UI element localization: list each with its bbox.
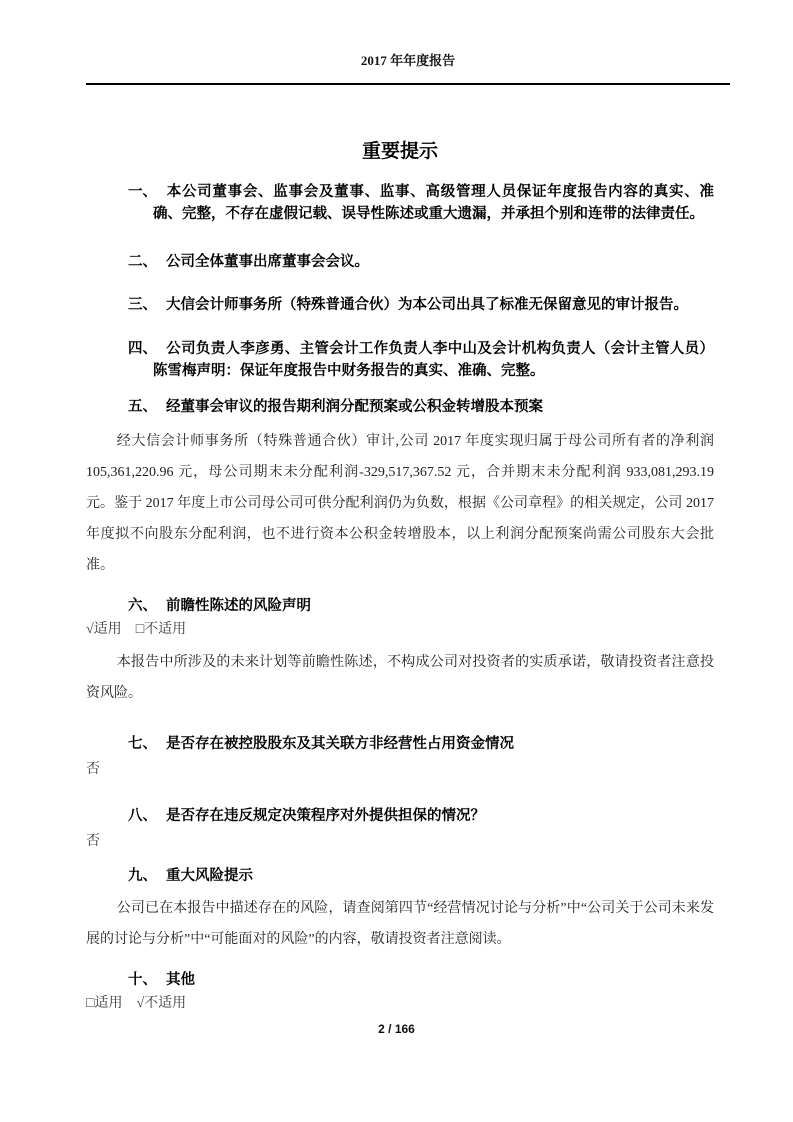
section-2-heading (128, 251, 714, 273)
section-number: 三、 (128, 297, 157, 313)
section-heading-text: 大信会计师事务所（特殊普通合伙）为本公司出具了标准无保留意见的审计报告。 (166, 297, 688, 313)
section-number: 九、 (128, 868, 157, 884)
section-5-body: 经大信会计师事务所（特殊普通合伙）审计,公司 2017 年度实现归属于母公司所有者的净利润 105,361,220.96 元，母公司期末未分配利润-329,517,367.52 元，合并期末未分配利润 933,081,293.19 元。鉴于 2017 年度上市公司母公司可供分配利润仍为负数，根据《公司章程》的相关规定，公司 2017 年度拟不向股东分配利润，也不进行资本公积金转增股本，以上利润分配预案尚需公司股东大会批准。 (86, 434, 714, 573)
page-content (86, 139, 714, 1015)
section-9-body: 公司已在本报告中描述存在的风险，请查阅第四节“经营情况讨论与分析”中“公司关于公司未来发展的讨论与分析”中“可能面对的风险”的内容，敬请投资者注意阅读。 (86, 901, 714, 947)
section-number: 一、 (128, 184, 157, 200)
section-number: 十、 (128, 972, 157, 988)
page-header (86, 0, 730, 85)
section-10-heading (128, 969, 714, 991)
section-6-heading (128, 595, 714, 617)
section-heading-text: 公司全体董事出席董事会会议。 (166, 254, 369, 270)
section-number: 五、 (128, 399, 157, 415)
section-number: 二、 (128, 254, 157, 270)
page-number: 2 / 166 (378, 1022, 415, 1036)
section-number: 四、 (128, 341, 157, 357)
section-heading-text: 公司负责人李彦勇、主管会计工作负责人李中山及会计机构负责人（会计主管人员）陈雪梅声明：保证年度报告中财务报告的真实、准确、完整。 (153, 341, 714, 379)
not-applicable-option: √不适用 (136, 996, 187, 1011)
section-heading-text: 经董事会审议的报告期利润分配预案或公积金转增股本预案 (166, 399, 543, 415)
report-year-title: 2017 年年度报告 (360, 53, 456, 68)
section-heading-text: 是否存在违反规定决策程序对外提供担保的情况？ (166, 808, 485, 824)
section-9-heading (128, 865, 714, 887)
section-8-heading (128, 805, 714, 827)
not-applicable-option: □不适用 (135, 622, 187, 637)
section-6-applicability (86, 619, 714, 641)
section-number: 八、 (128, 808, 157, 824)
section-8-answer: 否 (86, 834, 100, 849)
section-6-body: 本报告中所涉及的未来计划等前瞻性陈述，不构成公司对投资者的实质承诺，敬请投资者注意投资风险。 (86, 655, 714, 701)
section-heading-text: 本公司董事会、监事会及董事、监事、高级管理人员保证年度报告内容的真实、准确、完整，不存在虚假记载、误导性陈述或重大遗漏，并承担个别和连带的法律责任。 (153, 184, 714, 222)
section-heading-text: 是否存在被控股股东及其关联方非经营性占用资金情况 (166, 736, 514, 752)
section-7-heading (128, 733, 714, 755)
section-number: 七、 (128, 736, 157, 752)
section-3-heading (128, 294, 714, 316)
section-5-heading (128, 396, 714, 418)
section-heading-text: 重大风险提示 (166, 868, 253, 884)
applicable-option: □适用 (86, 996, 123, 1011)
section-number: 六、 (128, 598, 157, 614)
section-1-heading (128, 181, 714, 225)
page-title: 重要提示 (361, 141, 438, 162)
section-10-applicability (86, 993, 714, 1015)
section-heading-text: 其他 (166, 972, 195, 988)
section-heading-text: 前瞻性陈述的风险声明 (166, 598, 311, 614)
section-7-answer: 否 (86, 762, 100, 777)
applicable-option: √适用 (86, 622, 122, 637)
section-4-heading (128, 338, 714, 382)
